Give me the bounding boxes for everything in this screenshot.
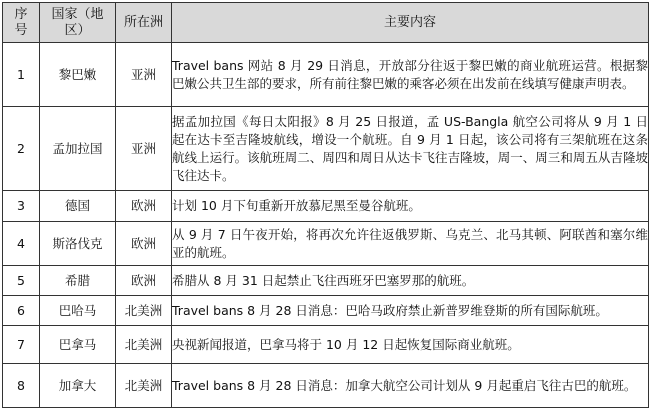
row-content: 计划 10 月下旬重新开放慕尼黑至曼谷航班。: [172, 191, 649, 222]
header-no: 序号: [3, 3, 40, 43]
row-no: 7: [3, 326, 40, 364]
row-no: 6: [3, 296, 40, 326]
row-continent: 亚洲: [116, 107, 172, 191]
row-content: Travel bans 8 月 28 日消息：巴哈马政府禁止新普罗维登斯的所有国际航班。: [172, 296, 649, 326]
table-row: [3, 222, 649, 266]
row-country: 巴拿马: [40, 326, 116, 364]
row-country: 德国: [40, 191, 116, 222]
row-country: 希腊: [40, 266, 116, 296]
row-content: 从 9 月 7 日午夜开始，将再次允许往返俄罗斯、乌克兰、北马其顿、阿联酋和塞尔维亚的航班。: [172, 222, 649, 266]
row-no: 8: [3, 364, 40, 408]
table-row: [3, 107, 649, 191]
row-country: 斯洛伐克: [40, 222, 116, 266]
row-no: 2: [3, 107, 40, 191]
header-continent: 所在洲: [116, 3, 172, 43]
row-country: 孟加拉国: [40, 107, 116, 191]
row-no: 5: [3, 266, 40, 296]
row-content: Travel bans 网站 8 月 29 日消息，开放部分往返于黎巴嫩的商业航班运营。根据黎巴嫩公共卫生部的要求，所有前往黎巴嫩的乘客必须在出发前在线填写健康声明表。: [172, 43, 649, 107]
row-content: 据孟加拉国《每日太阳报》8 月 25 日报道，孟 US-Bangla 航空公司将从 9 月 1 日起在达卡至吉隆坡航线，增设一个航班。自 9 月 1 日起，该公司将有三架航班在这条航线上运行。该航班周二、周四和周日从达卡飞往吉隆坡，周一、周三和周五从吉隆坡飞往达卡。: [172, 107, 649, 191]
row-no: 1: [3, 43, 40, 107]
header-content: 主要内容: [172, 3, 649, 43]
table-row: [3, 266, 649, 296]
flight-info-table: [2, 2, 649, 408]
row-content: Travel bans 8 月 28 日消息：加拿大航空公司计划从 9 月起重启飞往古巴的航班。: [172, 364, 649, 408]
row-country: 加拿大: [40, 364, 116, 408]
row-continent: 亚洲: [116, 43, 172, 107]
table-row: [3, 191, 649, 222]
row-content: 央视新闻报道，巴拿马将于 10 月 12 日起恢复国际商业航班。: [172, 326, 649, 364]
row-no: 4: [3, 222, 40, 266]
row-country: 巴哈马: [40, 296, 116, 326]
table-row: [3, 364, 649, 408]
row-content: 希腊从 8 月 31 日起禁止飞往西班牙巴塞罗那的航班。: [172, 266, 649, 296]
row-continent: 欧洲: [116, 266, 172, 296]
table-row: [3, 326, 649, 364]
header-country: 国家（地区）: [40, 3, 116, 43]
row-no: 3: [3, 191, 40, 222]
row-continent: 北美洲: [116, 364, 172, 408]
row-continent: 北美洲: [116, 326, 172, 364]
row-country: 黎巴嫩: [40, 43, 116, 107]
row-continent: 北美洲: [116, 296, 172, 326]
row-continent: 欧洲: [116, 191, 172, 222]
header-row: [3, 3, 649, 43]
row-continent: 欧洲: [116, 222, 172, 266]
table-row: [3, 296, 649, 326]
table-row: [3, 43, 649, 107]
